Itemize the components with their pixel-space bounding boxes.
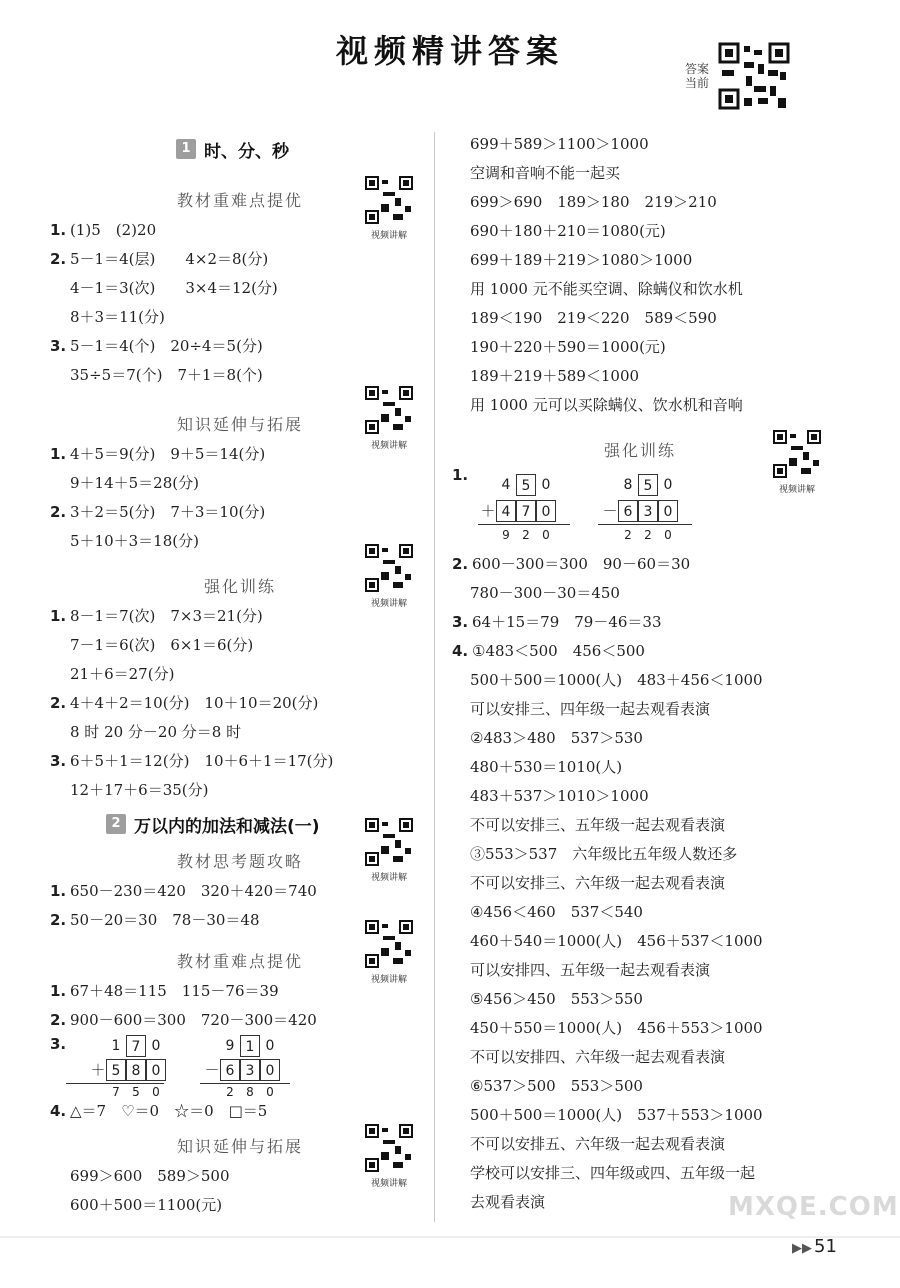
answer-line: 600＋500＝1100(元) [70,1196,223,1214]
sub-title: 教材重难点提优 [176,191,303,210]
qr-code-icon [365,920,413,968]
section-badge: 1 [176,139,196,159]
answer-line: ③553＞537 六年级比五年级人数还多 [470,845,738,863]
answer-line: 2. 4＋4＋2＝10(分) 10＋10＝20(分) [50,694,319,712]
sub-title: 知识延伸与拓展 [176,415,303,434]
qr-note: 答案当前 [684,62,709,90]
answer-line: 483＋537＞1010＞1000 [470,787,649,805]
answer-line: 699＋189＋219＞1080＞1000 [470,251,693,269]
sub-title: 教材重难点提优 [176,952,303,971]
answer-line: 2. 50－20＝30 78－30＝48 [50,911,260,929]
qr-code-icon[interactable] [718,42,790,110]
vertical-calc-group: 1. 4 5 0 ＋ 4 7 0 9 2 0 8 5 0 － 6 3 0 2 2 0 [452,466,850,550]
calc-row: 9 1 0 [204,1035,280,1057]
calc-row: 1 7 0 [90,1035,166,1057]
page-arrow-icon: ▶▶ [792,1241,812,1256]
answer-line: 空调和音响不能一起买 [470,164,621,182]
qr-code-icon [365,544,413,592]
column-divider [434,132,435,1222]
calc-result: 7 5 0 [112,1085,160,1099]
qr-code-icon [365,1124,413,1172]
page-title: 视频精讲答案 [335,32,564,70]
right-column [452,130,850,1217]
calc-row: 4 5 0 [480,474,556,496]
answer-line: 699＋589＞1100＞1000 [470,135,649,153]
calc-row: 8 5 0 [602,474,678,496]
answer-line: 35÷5＝7(个) 7＋1＝8(个) [70,366,263,384]
answer-line: 2. 5－1＝4(层) 4×2＝8(分) [50,250,269,268]
video-qr-tag[interactable]: 视频讲解 [362,818,416,883]
answer-line: 500＋500＝1000(人) 483＋456＜1000 [470,671,763,689]
answer-line: 450＋550＝1000(人) 456＋553＞1000 [470,1019,763,1037]
qr-code-icon [365,818,413,866]
answer-line: 不可以安排五、六年级一起去观看表演 [470,1135,726,1153]
sub-title: 强化训练 [603,441,676,460]
sub-title: 知识延伸与拓展 [176,1137,303,1156]
calc-row: ＋ 4 7 0 [480,500,556,522]
answer-line: 1. 67＋48＝115 115－76＝39 [50,982,279,1000]
video-qr-tag[interactable]: 视频讲解 [770,430,824,495]
video-qr-tag[interactable]: 视频讲解 [362,920,416,985]
sub-title: 强化训练 [203,577,276,596]
video-qr-tag[interactable]: 视频讲解 [362,1124,416,1189]
answer-line: 2. 900－600＝300 720－300＝420 [50,1011,317,1029]
bottom-strip [0,1236,900,1238]
answer-line: 8＋3＝11(分) [70,308,165,326]
answer-line: 用 1000 元不能买空调、除螨仪和饮水机 [470,280,743,298]
answer-line: 2. 600－300＝300 90－60＝30 [452,555,691,573]
answer-line: 不可以安排四、六年级一起去观看表演 [470,1048,726,1066]
answer-line: 8 时 20 分－20 分＝8 时 [70,723,242,741]
section-title: 时、分、秒 [204,141,289,162]
answer-line: 500＋500＝1000(人) 537＋553＞1000 [470,1106,763,1124]
answer-line: 460＋540＝1000(人) 456＋537＜1000 [470,932,763,950]
watermark: MXQE.COM [728,1192,899,1222]
calc-result: 2 8 0 [226,1085,274,1099]
answer-line: 699＞690 189＞180 219＞210 [470,193,717,211]
answer-line: 1. 4＋5＝9(分) 9＋5＝14(分) [50,445,266,463]
answer-line: ②483＞480 537＞530 [470,729,643,747]
calc-row: － 6 3 0 [602,500,678,522]
qr-code-icon [365,176,413,224]
answer-line: 1. 650－230＝420 320＋420＝740 [50,882,317,900]
page-number: ▶▶ 51 [792,1236,837,1257]
video-qr-tag[interactable]: 视频讲解 [362,176,416,241]
video-qr-tag[interactable]: 视频讲解 [362,544,416,609]
answer-line: 480＋530＝1010(人) [470,758,623,776]
answer-line: 190＋220＋590＝1000(元) [470,338,666,356]
answer-line: 690＋180＋210＝1080(元) [470,222,666,240]
qr-code-icon [773,430,821,478]
answer-line: ④456＜460 537＜540 [470,903,643,921]
answer-line: 1. (1)5 (2)20 [50,221,157,239]
section-badge: 2 [106,814,126,834]
answer-line: 2. 3＋2＝5(分) 7＋3＝10(分) [50,503,266,521]
answer-line: ⑥537＞500 553＞500 [470,1077,643,1095]
section-header-1 [50,134,430,164]
answer-line: 学校可以安排三、四年级或四、五年级一起 [470,1164,756,1182]
calc-row: ＋ 5 8 0 [90,1059,166,1081]
vertical-calc-group: 3. 1 7 0 ＋ 5 8 0 7 5 0 9 1 0 － 6 3 0 2 8 0 [50,1035,430,1097]
video-qr-tag[interactable]: 视频讲解 [362,386,416,451]
answer-line: 3. 6＋5＋1＝12(分) 10＋6＋1＝17(分) [50,752,334,770]
answer-line: 780－300－30＝450 [470,584,620,602]
calc-result: 2 2 0 [624,528,672,542]
answer-line: 可以安排四、五年级一起去观看表演 [470,961,711,979]
qr-code-icon [365,386,413,434]
answer-line: 7－1＝6(次) 6×1＝6(分) [70,636,254,654]
answer-line: 3. 64＋15＝79 79－46＝33 [452,613,662,631]
calc-row: － 6 3 0 [204,1059,280,1081]
answer-line: 可以安排三、四年级一起去观看表演 [470,700,711,718]
section-title: 万以内的加法和减法(一) [134,816,320,837]
answer-line: 21＋6＝27(分) [70,665,175,683]
answer-line: 4. ①483＜500 456＜500 [452,642,645,660]
answer-line: 189＜190 219＜220 589＜590 [470,309,717,327]
answer-line: 1. 8－1＝7(次) 7×3＝21(分) [50,607,263,625]
answer-line: 699＞600 589＞500 [70,1167,230,1185]
answer-line: 189＋219＋589＜1000 [470,367,640,385]
sub-title: 教材思考题攻略 [176,852,303,871]
answer-line: 用 1000 元可以买除螨仪、饮水机和音响 [470,396,743,414]
answer-line: 4. △＝7 ♡＝0 ☆＝0 □＝5 [50,1102,268,1120]
answer-line: 3. 5－1＝4(个) 20÷4＝5(分) [50,337,263,355]
answer-line: 去观看表演 [470,1193,546,1211]
calc-result: 9 2 0 [502,528,550,542]
answer-line: 不可以安排三、六年级一起去观看表演 [470,874,726,892]
answer-line: 4－1＝3(次) 3×4＝12(分) [70,279,278,297]
answer-line: 9＋14＋5＝28(分) [70,474,199,492]
answer-line: 12＋17＋6＝35(分) [70,781,209,799]
answer-line: 5＋10＋3＝18(分) [70,532,199,550]
answer-line: 不可以安排三、五年级一起去观看表演 [470,816,726,834]
answer-line: ⑤456＞450 553＞550 [470,990,643,1008]
left-column [50,130,430,1220]
